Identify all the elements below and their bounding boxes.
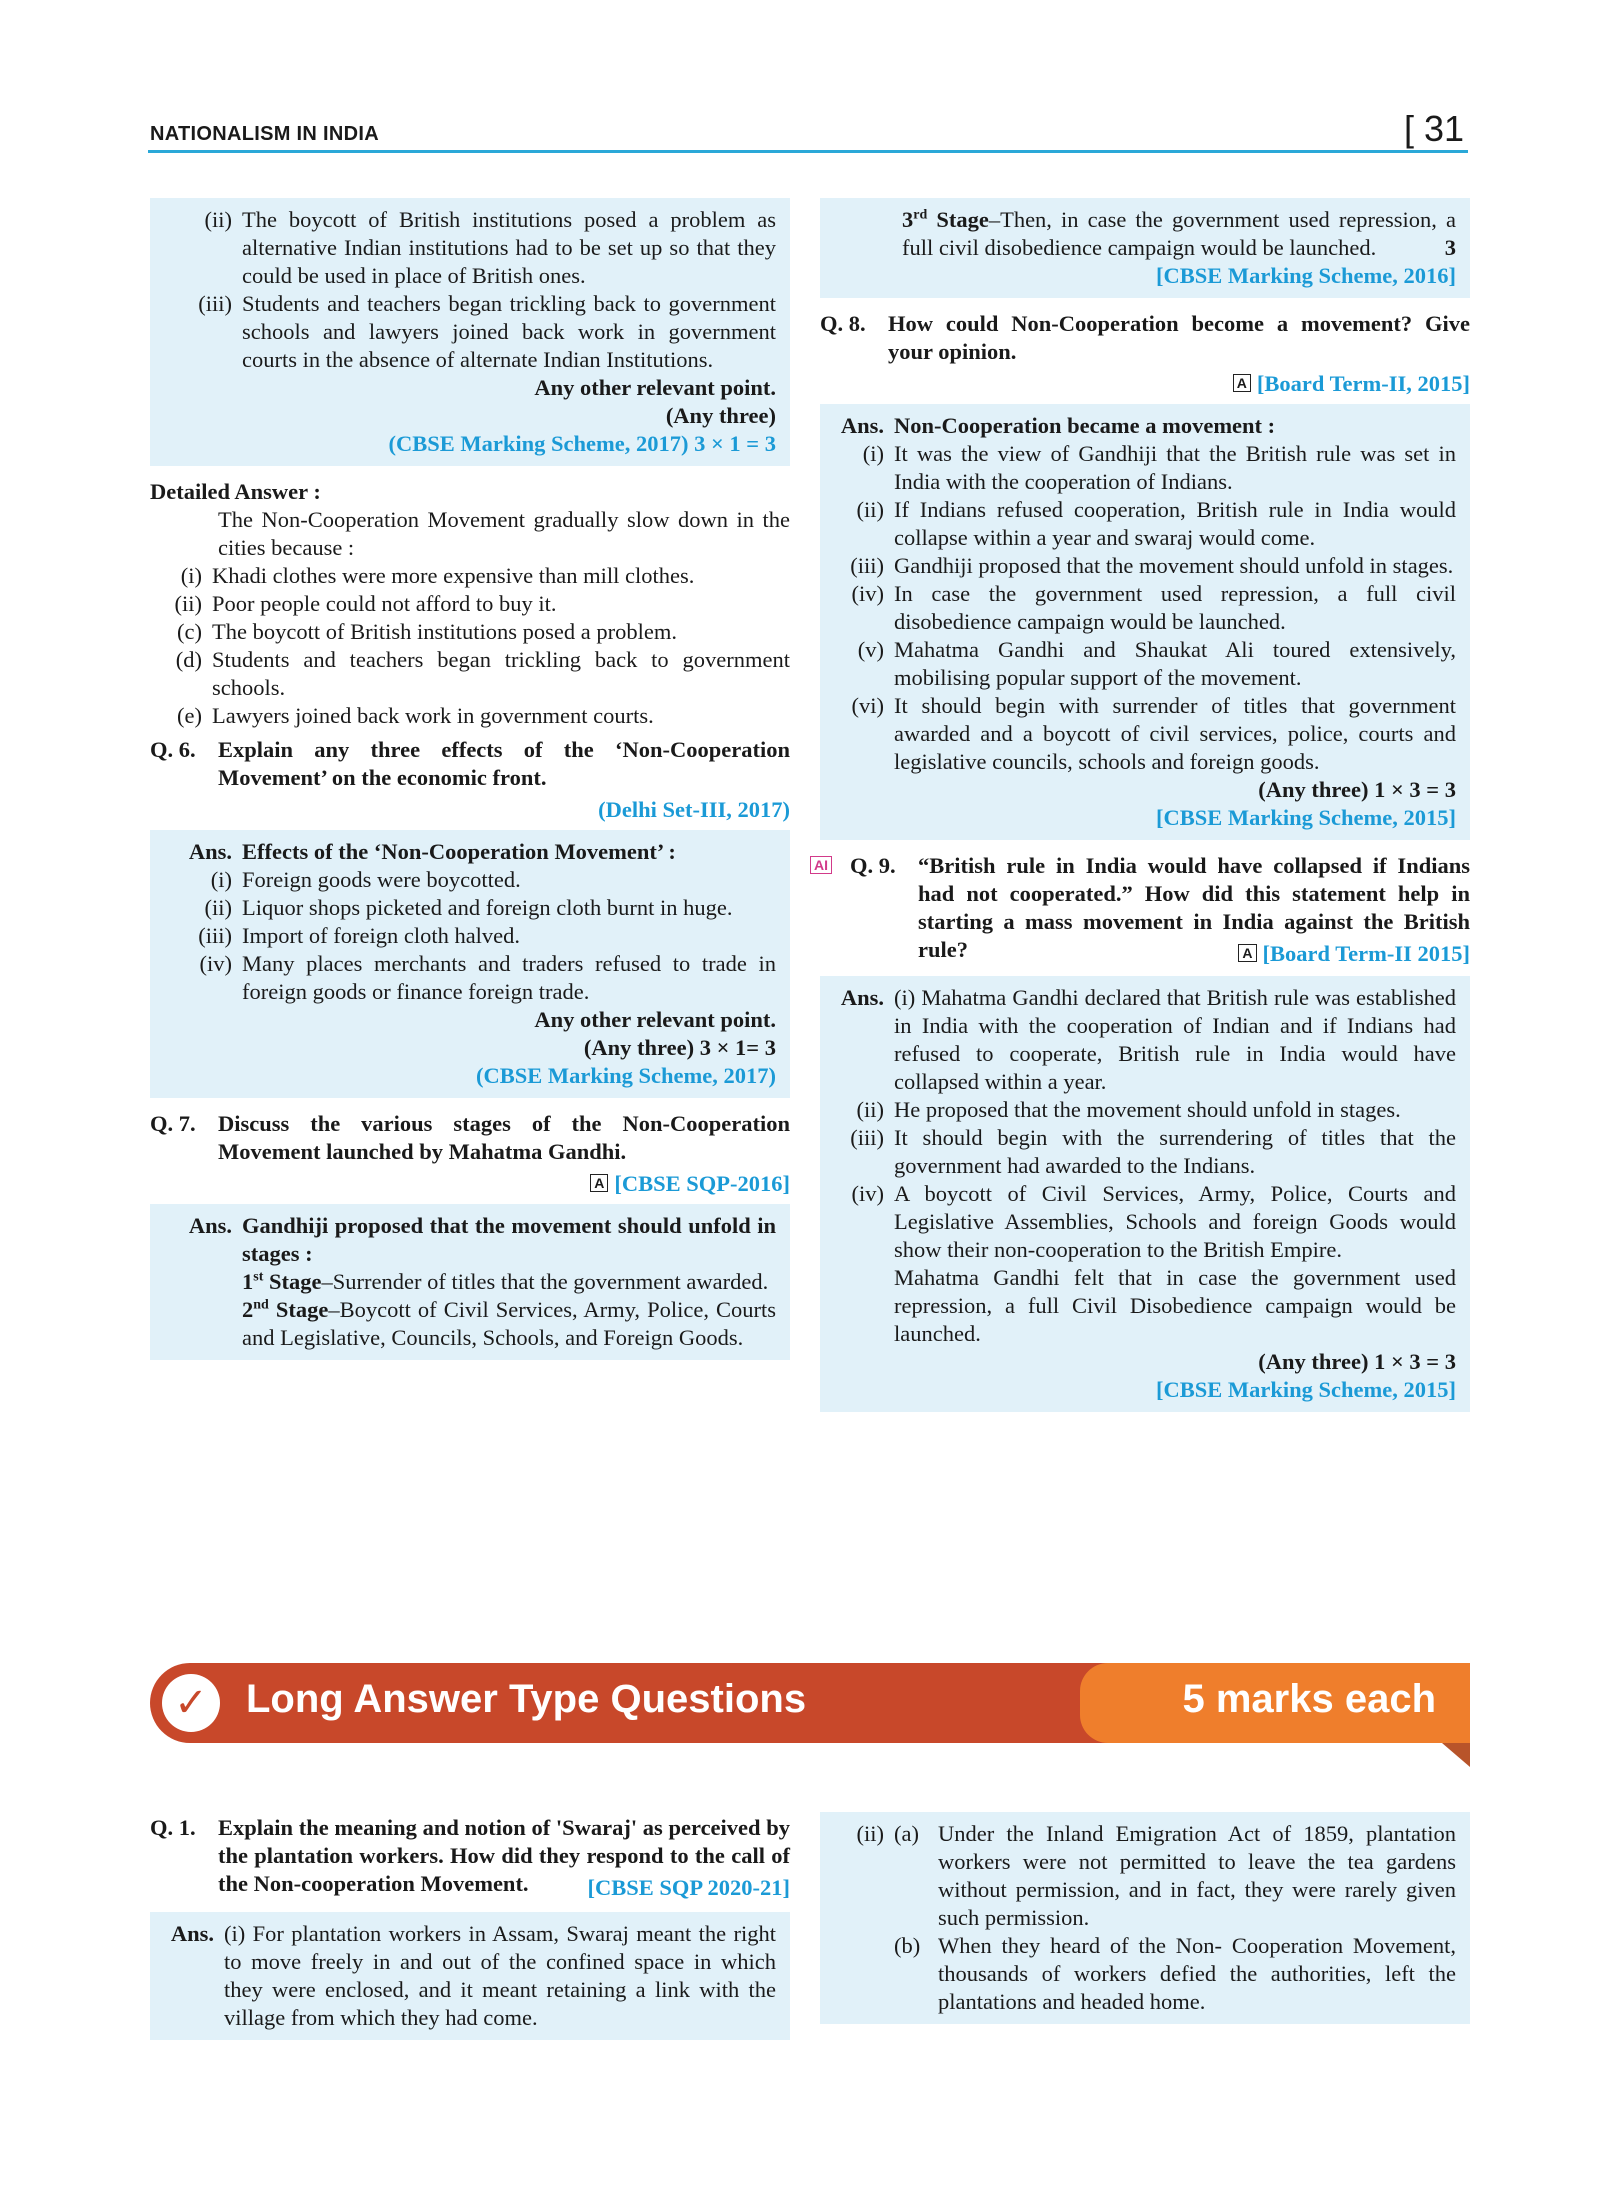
marks-tab	[1080, 1663, 1470, 1743]
detailed-answer-heading: Detailed Answer :	[150, 479, 321, 504]
answer-label: Ans.	[840, 413, 884, 438]
list-item: (c) The boycott of British institutions posed a problem.	[177, 619, 677, 644]
stage-item: 1st Stage–Surrender of titles that the government awarded.	[242, 1269, 769, 1294]
answer-label: Ans.	[188, 1213, 232, 1238]
list-item: (iii) It should begin with the surrendering of titles that the government had awarded to the Indians.	[850, 1125, 1456, 1178]
answer-box-long-q1-cont	[820, 1812, 1470, 2024]
question-number: Q. 6.	[150, 737, 196, 762]
source-reference: [CBSE SQP-2016]	[614, 1171, 790, 1196]
analysis-badge: A	[1233, 374, 1251, 392]
list-item: (iii) Gandhiji proposed that the movement should unfold in stages.	[850, 553, 1454, 578]
list-item: (ii) He proposed that the movement should unfold in stages.	[856, 1097, 1401, 1122]
marks-note: (Any three) 3 × 1= 3	[583, 1035, 776, 1060]
banner-fold	[1442, 1743, 1470, 1767]
closing-paragraph: Mahatma Gandhi felt that in case the government used repression, a full Civil Disobedience campaign would be launched.	[894, 1265, 1456, 1346]
list-item: Ans. (i) For plantation workers in Assam, Swaraj meant the right to move freely in and out of the confined space in which they were enclosed, and it meant retaining a link with the village from which they had come.	[162, 1920, 776, 2032]
stage-item: 2nd Stage–Boycott of Civil Services, Army, Police, Courts and Legislative, Councils, Schools, and Foreign Goods.	[242, 1297, 777, 1350]
analysis-badge: A	[1238, 944, 1256, 962]
ai-badge: AI	[810, 856, 832, 874]
answer-box-long-q1	[150, 1912, 790, 2040]
analysis-badge: A	[590, 1174, 608, 1192]
question-number: Q. 1.	[150, 1815, 196, 1840]
page-number: [ 31	[1403, 108, 1464, 149]
list-item: (d) Students and teachers began trickling back to government schools.	[175, 647, 790, 700]
list-item: (iv) A boycott of Civil Services, Army, Police, Courts and Legislative Assemblies, Schools and foreign Goods would show their non-cooperation to the British Empire.	[851, 1181, 1456, 1262]
list-item: (iii) Students and teachers began trickling back to government schools and lawyers joined back work in government courts in the absence of alternate Indian Institutions.	[198, 291, 776, 372]
question-text: Explain any three effects of the ‘Non-Cooperation Movement’ on the economic front.	[218, 737, 790, 790]
question-text: “British rule in India would have collapsed if Indians had not cooperated.” How did this statement help in starting a mass movement in India against the British rule?	[918, 853, 1470, 962]
marks-note: Any other relevant point.	[534, 1007, 776, 1032]
checkmark-icon: ✓	[162, 1674, 220, 1732]
question-text: Discuss the various stages of the Non-Cooperation Movement launched by Mahatma Gandhi.	[218, 1111, 790, 1164]
marks-note: (Any three)	[665, 403, 776, 428]
answer-box-q6: Ans. Effects of the ‘Non-Cooperation Movement’ : (i) Foreign goods were boycotted. (ii) Liquor shops picketed and foreign cloth burnt in huge. (iii) Import of foreign cloth halved. (iv) Many places merchants and traders refused to trade in foreign goods or finance foreign trade. Any other relevant point. (Any three) 3 × 1= 3 (CBSE Marking Scheme, 2017)	[150, 830, 790, 1098]
section-banner	[150, 1663, 1470, 1743]
section-title: Long Answer Type Questions	[246, 1677, 807, 1721]
list-item: (i) Khadi clothes were more expensive than mill clothes.	[180, 563, 695, 588]
source-reference: [CBSE Marking Scheme, 2016]	[1156, 263, 1456, 288]
answer-label: Ans.	[170, 1921, 214, 1946]
chapter-title: NATIONALISM IN INDIA	[150, 123, 379, 145]
list-item: (b) When they heard of the Non- Cooperation Movement, thousands of workers defied the authorities, left the plantations and headed home.	[894, 1933, 1456, 2014]
list-item: (iv) In case the government used repression, a full civil disobedience campaign would be launched.	[851, 581, 1456, 634]
answer-box-q8: Ans. Non-Cooperation became a movement : (i) It was the view of Gandhiji that the British rule was set in India with the cooperation of Indians. (ii) If Indians refused cooperation, British rule in India would collapse within a year and swaraj would come. (iii) Gandhiji proposed that the movement should unfold in stages. (iv) In case the government used repression, a full civil disobedience campaign would be launched. (v) Mahatma Gandhi and Shaukat Ali toured extensively, mobilising popular support of the movement. (vi) It should begin with surrender of titles that government awarded and a boycott of civil services, police, courts and legislative councils, schools and foreign goods. (Any three) 1 × 3 = 3 [CBSE Marking Scheme, 2015]	[820, 404, 1470, 840]
source-reference: (Delhi Set-III, 2017)	[598, 797, 790, 822]
list-item: (ii) (a) Under the Inland Emigration Act of 1859, plantation workers were not permitted to leave the tea gardens without permission, and in fact, they were rarely given such permission.	[856, 1821, 1456, 1930]
marks-note: (Any three) 1 × 3 = 3	[1258, 1349, 1456, 1374]
answer-box-q7: Ans. Gandhiji proposed that the movement should unfold in stages : 1st Stage–Surrender of titles that the government awarded. 2nd Stage–Boycott of Civil Services, Army, Police, Courts and Legislative, Councils, Schools, and Foreign Goods.	[150, 1204, 790, 1360]
detailed-answer	[150, 478, 790, 730]
long-left-column	[150, 1808, 790, 2052]
source-reference: [Board Term-II, 2015]	[1256, 371, 1470, 396]
question-7	[150, 1110, 790, 1166]
question-8	[820, 310, 1470, 366]
question-number: Q. 8.	[820, 311, 866, 336]
source-reference: [CBSE Marking Scheme, 2015]	[1156, 1377, 1456, 1402]
detailed-answer-intro: The Non-Cooperation Movement gradually slow down in the cities because :	[218, 507, 790, 560]
source-reference: [CBSE Marking Scheme, 2015]	[1156, 805, 1456, 830]
answer-label: Ans.	[840, 985, 884, 1010]
right-column	[814, 198, 1470, 1424]
source-reference: (CBSE Marking Scheme, 2017)	[476, 1063, 776, 1088]
answer-label: Ans.	[188, 839, 232, 864]
stage-item: 3rd Stage–Then, in case the government used repression, a full civil disobedience campaign would be launched.	[902, 207, 1456, 260]
marks-note: (Any three) 1 × 3 = 3	[1258, 777, 1456, 802]
question-text: Explain the meaning and notion of 'Swaraj' as perceived by the plantation workers. How did they respond to the call of the Non-cooperation Movement.	[218, 1815, 790, 1896]
list-item: (ii) The boycott of British institutions posed a problem as alternative Indian institutions had to be set up so that they could be used in place of British ones.	[204, 207, 776, 288]
marks-note: Any other relevant point.	[534, 375, 776, 400]
marks-label: 5 marks each	[1182, 1677, 1436, 1721]
list-item: (e) Lawyers joined back work in government courts.	[177, 703, 654, 728]
list-item: (ii) If Indians refused cooperation, British rule in India would collapse within a year and swaraj would come.	[856, 497, 1456, 550]
answer-box-q9	[820, 976, 1470, 1412]
list-item: (iv) Many places merchants and traders refused to trade in foreign goods or finance foreign trade.	[199, 951, 776, 1004]
question-number: Q. 9.	[850, 853, 896, 878]
source-reference: [Board Term-II 2015]	[1262, 941, 1470, 966]
long-right-column	[820, 1812, 1470, 2036]
marks-value: 3	[1444, 235, 1456, 260]
answer-box-q5-cont	[150, 198, 790, 466]
answer-box-q7-cont	[820, 198, 1470, 298]
list-item: (ii) Liquor shops picketed and foreign cloth burnt in huge.	[204, 895, 733, 920]
page-header	[148, 110, 1468, 153]
source-reference: (CBSE Marking Scheme, 2017) 3 × 1 = 3	[388, 431, 776, 456]
left-column	[150, 198, 790, 1372]
list-item: (i) Foreign goods were boycotted.	[210, 867, 521, 892]
list-item: Ans. (i) Mahatma Gandhi declared that British rule was established in India with the cooperation of Indian and if Indians had refused to cooperate, British rule in India would have collapsed within a year.	[832, 984, 1456, 1096]
question-6	[150, 736, 790, 792]
source-reference: [CBSE SQP 2020-21]	[587, 1875, 790, 1900]
list-item: (iii) Import of foreign cloth halved.	[198, 923, 521, 948]
list-item: (i) It was the view of Gandhiji that the British rule was set in India with the cooperation of Indians.	[862, 441, 1456, 494]
question-text: How could Non-Cooperation become a movement? Give your opinion.	[888, 311, 1470, 364]
list-item: (ii) Poor people could not afford to buy it.	[174, 591, 557, 616]
list-item: (vi) It should begin with surrender of titles that government awarded and a boycott of civil services, police, courts and legislative councils, schools and foreign goods.	[851, 693, 1456, 774]
question-number: Q. 7.	[150, 1111, 196, 1136]
list-item: (v) Mahatma Gandhi and Shaukat Ali toured extensively, mobilising popular support of the movement.	[857, 637, 1456, 690]
